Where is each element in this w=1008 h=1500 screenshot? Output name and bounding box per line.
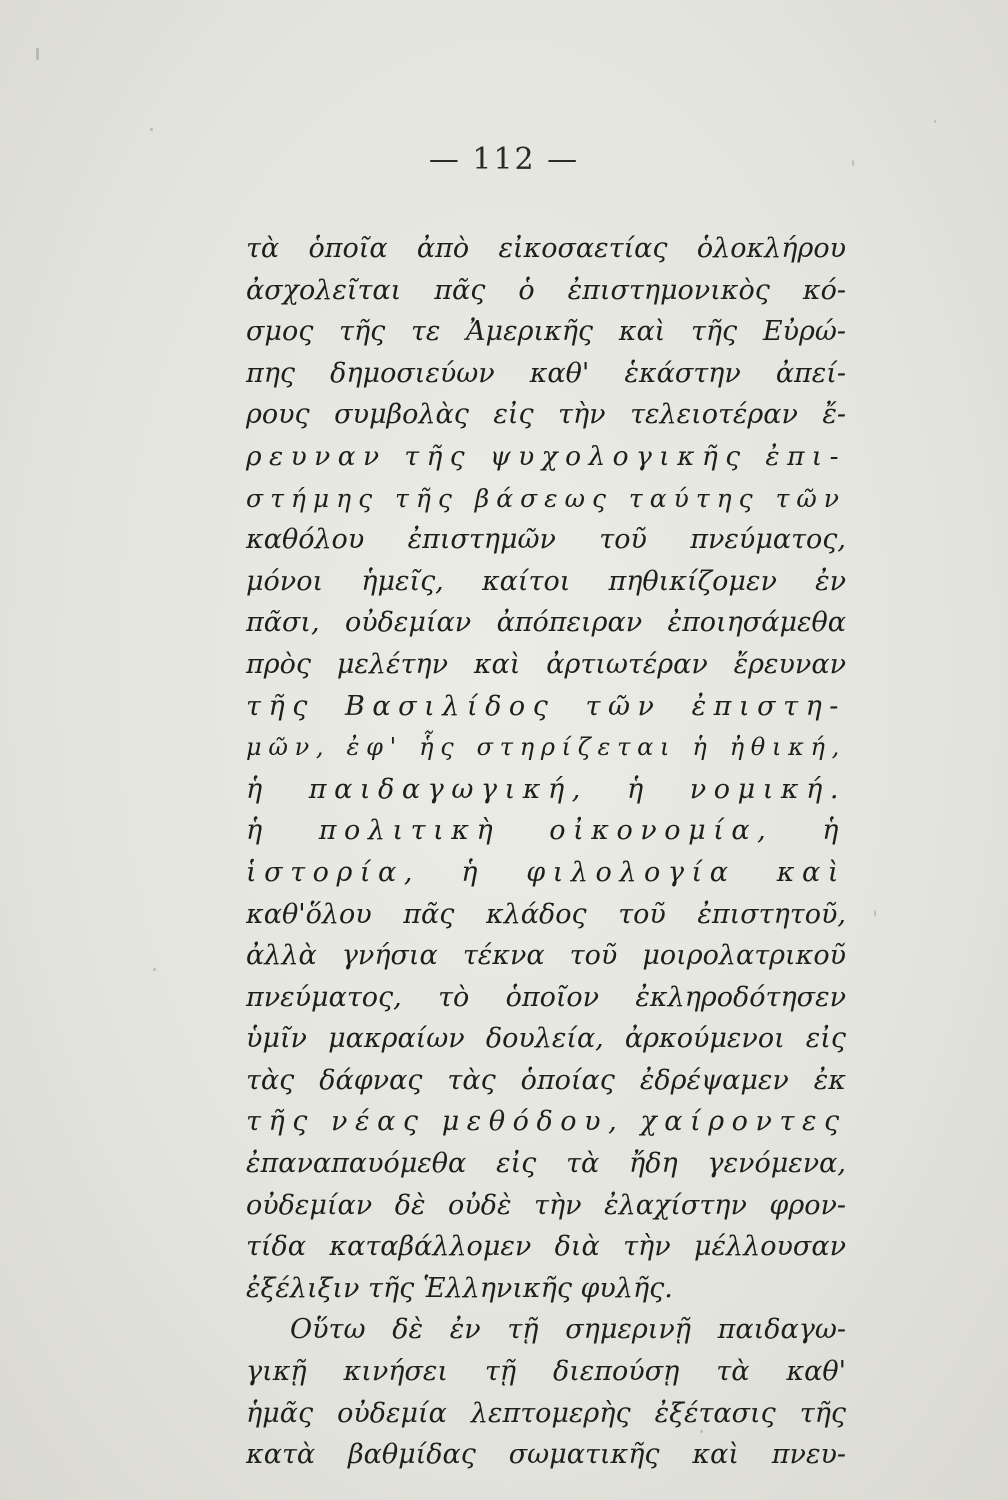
- text-line: ρευναν τῆς ψυχολογικῆς ἐπι-: [246, 440, 846, 472]
- paper-speck: [934, 120, 936, 123]
- paper-speck: [153, 968, 156, 971]
- text-line: τὰς δάφνας τὰς ὁποίας ἐδρέψαμεν ἐκ: [246, 1064, 846, 1096]
- page-number: — 112 —: [428, 142, 580, 177]
- text-line: ἡμᾶς οὐδεμία λεπτομερὴς ἐξέτασις τῆς: [246, 1397, 846, 1429]
- text-line: στήμης τῆς βάσεως ταύτης τῶν: [246, 483, 846, 513]
- text-line: καθόλου ἐπιστημῶν τοῦ πνεύματος,: [246, 524, 846, 556]
- text-line: μῶν, ἐφ' ἧς στηρίζεται ἡ ἠθική,: [246, 733, 846, 762]
- text-line: ἡ πολιτικὴ οἰκονομία, ἡ: [246, 815, 846, 847]
- text-line: ἀσχολεῖται πᾶς ὁ ἐπιστημονικὸς κό-: [246, 274, 846, 306]
- text-line: ὑμῖν μακραίων δουλεία, ἀρκούμενοι εἰς: [246, 1023, 846, 1055]
- text-line: ἐξέλιξιν τῆς Ἑλληνικῆς φυλῆς.: [246, 1272, 673, 1304]
- text-line: πᾶσι, οὐδεμίαν ἀπόπειραν ἐποιησάμεθα: [246, 607, 846, 639]
- text-line: γικῇ κινήσει τῇ διεπούσῃ τὰ καθ': [246, 1356, 846, 1388]
- text-line: οὐδεμίαν δὲ οὐδὲ τὴν ἐλαχίστην φρον-: [246, 1189, 846, 1221]
- body-text: [246, 228, 846, 1476]
- text-line: καθ'ὅλου πᾶς κλάδος τοῦ ἐπιστητοῦ,: [246, 898, 846, 930]
- text-line: τῆς Βασιλίδος τῶν ἐπιστη-: [246, 690, 846, 722]
- text-line: τῆς νέας μεθόδου, χαίροντες: [246, 1106, 847, 1138]
- paper-speck: [150, 128, 153, 131]
- text-line: σμος τῆς τε Ἀμερικῆς καὶ τῆς Εὐρώ-: [246, 316, 846, 348]
- text-line: ἐπαναπαυόμεθα εἰς τὰ ἤδη γενόμενα,: [246, 1148, 846, 1180]
- paper-speck: [874, 910, 876, 917]
- paper-speck: [36, 48, 39, 60]
- text-line: πης δημοσιεύων καθ' ἑκάστην ἀπεί-: [246, 357, 846, 389]
- text-line: ἀλλὰ γνήσια τέκνα τοῦ μοιρολατρικοῦ: [246, 940, 846, 972]
- text-line: κατὰ βαθμίδας σωματικῆς καὶ πνευ-: [246, 1439, 846, 1471]
- text-line: ἡ παιδαγωγική, ἡ νομική.: [246, 773, 846, 805]
- text-line: ἱστορία, ἡ φιλολογία καὶ: [246, 856, 846, 888]
- text-line: τὰ ὁποῖα ἀπὸ εἰκοσαετίας ὁλοκλήρου: [246, 233, 846, 264]
- paragraph-first-line: Οὕτω δὲ ἐν τῇ σημερινῇ παιδαγω-: [290, 1314, 846, 1346]
- text-line: πνεύματος, τὸ ὁποῖον ἐκληροδότησεν: [246, 981, 846, 1013]
- text-line: ρους συμβολὰς εἰς τὴν τελειοτέραν ἔ-: [246, 399, 846, 431]
- text-line: μόνοι ἡμεῖς, καίτοι πηθικίζομεν ἐν: [246, 565, 846, 597]
- text-line: τίδα καταβάλλομεν διὰ τὴν μέλλουσαν: [246, 1231, 846, 1263]
- text-line: πρὸς μελέτην καὶ ἀρτιωτέραν ἔρευναν: [246, 648, 846, 680]
